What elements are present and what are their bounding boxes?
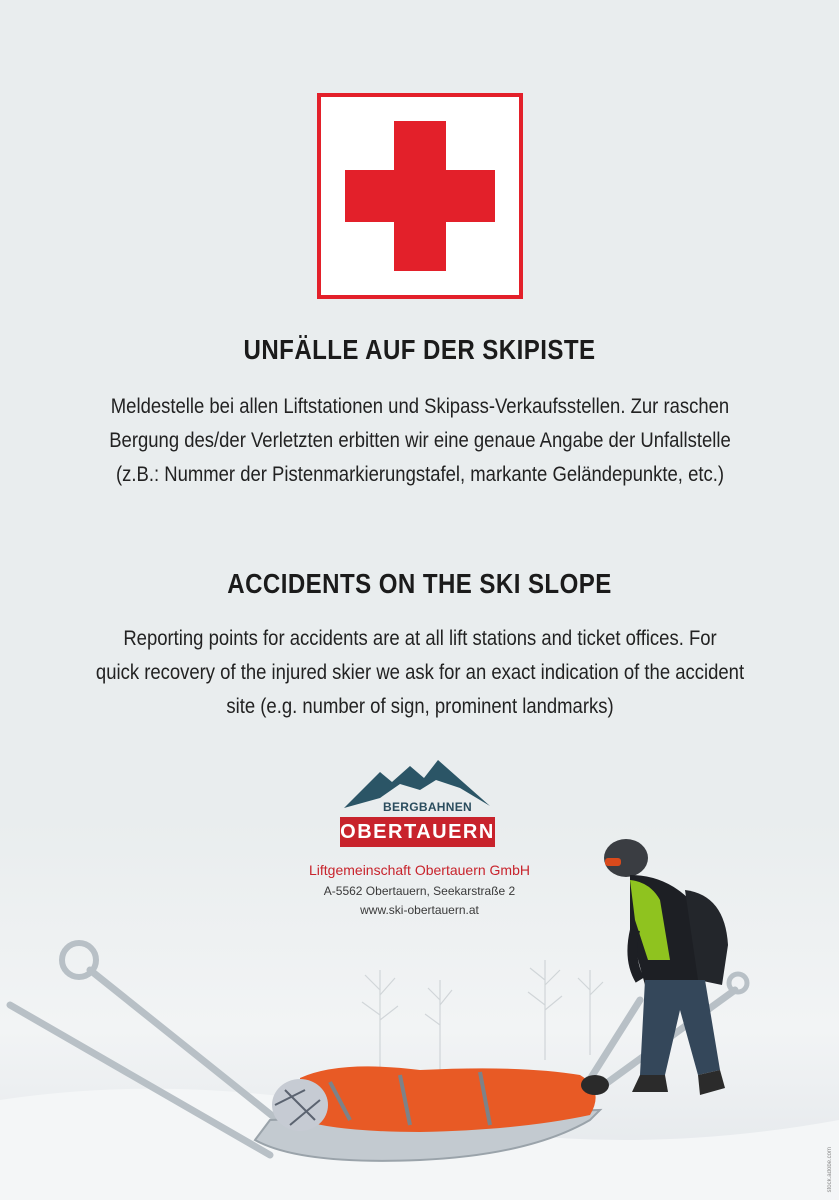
company-address: A-5562 Obertauern, Seekarstraße 2: [323, 884, 516, 898]
body-german-line: (z.B.: Nummer der Pistenmarkierungstafel, markante Geländepunkte, etc.): [115, 463, 725, 486]
body-english: [86, 622, 755, 724]
company-name: Liftgemeinschaft Obertauern GmbH: [309, 862, 530, 878]
body-german: [86, 390, 755, 492]
heading-english: ACCIDENTS ON THE SKI SLOPE: [227, 568, 612, 599]
body-english-line: quick recovery of the injured skier we ask for an exact indication of the accident: [95, 661, 745, 684]
heading-german: UNFÄLLE AUF DER SKIPISTE: [243, 334, 596, 365]
body-english-line: site (e.g. number of sign, prominent landmarks): [226, 695, 614, 718]
photo-credit: stock.adobe.com: [827, 1146, 833, 1192]
body-english-line: Reporting points for accidents are at all lift stations and ticket offices. For: [123, 627, 717, 650]
body-german-line: Meldestelle bei allen Liftstationen und Skipass-Verkaufsstellen. Zur raschen: [110, 395, 730, 418]
red-cross-icon: [317, 93, 523, 299]
body-german-line: Bergung des/der Verletzten erbitten wir eine genaue Angabe der Unfallstelle: [109, 429, 731, 452]
logo-subtitle: BERGBAHNEN: [383, 800, 473, 814]
logo-title: OBERTAUERN: [340, 817, 495, 847]
website-link[interactable]: www.ski-obertauern.at: [360, 903, 479, 917]
cross-horizontal-bar: [345, 170, 495, 222]
